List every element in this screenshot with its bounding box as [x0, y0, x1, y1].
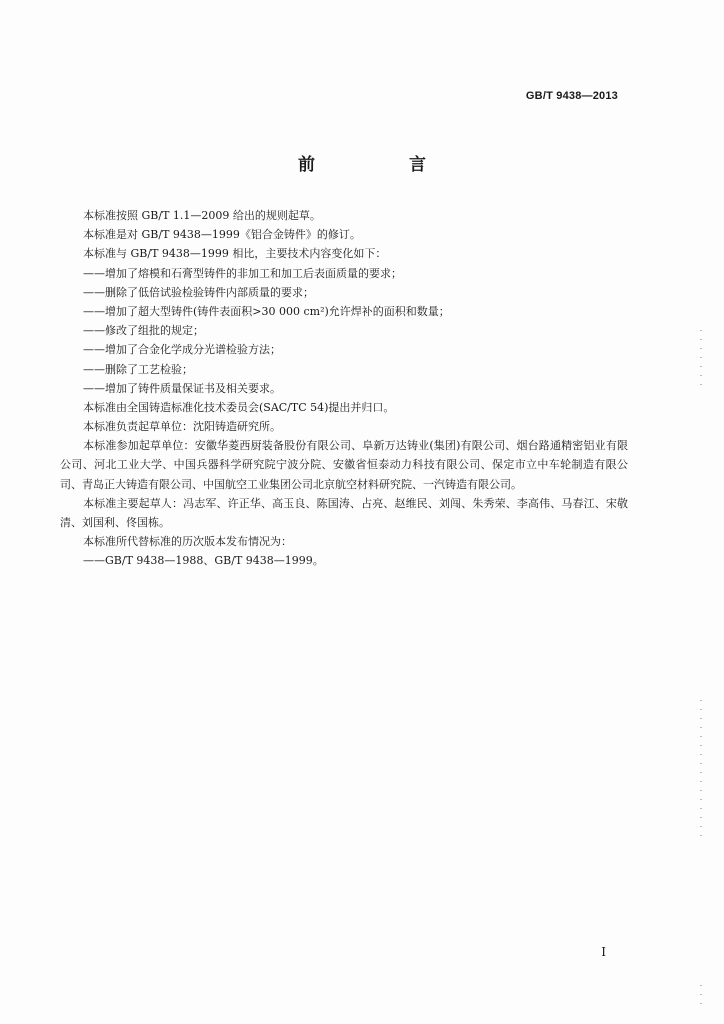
- change-item: ——增加了铸件质量保证书及相关要求。: [83, 381, 281, 395]
- text-line: 本标准由全国铸造标准化技术委员会(SAC/TC 54)提出并归口。: [83, 400, 395, 414]
- history-intro: 本标准所代替标准的历次版本发布情况为：: [83, 535, 292, 549]
- scan-margin-mark: [700, 330, 702, 390]
- text-line: 本标准按照 GB/T 1.1—2009 给出的规则起草。: [83, 209, 321, 222]
- text-line: 本标准是对 GB/T 9438—1999《铝合金铸件》的修订。: [83, 228, 361, 242]
- text-line: 本标准与 GB/T 9438—1999 相比，主要技术内容变化如下：: [83, 247, 387, 261]
- change-item: ——删除了低倍试验检验铸件内部质量的要求；: [83, 285, 314, 299]
- change-item: ——增加了超大型铸件(铸件表面积>30 000 cm²)允许焊补的面积和数量；: [83, 304, 450, 318]
- drafters-paragraph: 本标准主要起草人：冯志军、许正华、高玉良、陈国涛、占亮、赵维民、刘闯、朱秀荣、李高伟、马春江、宋敬清、刘国利、佟国栋。: [60, 496, 628, 530]
- history-item: ——GB/T 9438—1988、GB/T 9438—1999。: [83, 554, 324, 568]
- text-line: 本标准负责起草单位：沈阳铸造研究所。: [83, 420, 281, 434]
- change-item: ——删除了工艺检验；: [83, 362, 193, 376]
- change-item: ——增加了合金化学成分光谱检验方法；: [83, 343, 281, 357]
- scan-margin-mark: [700, 985, 702, 1010]
- change-item: ——增加了熔模和石膏型铸件的非加工和加工后表面质量的要求；: [83, 266, 402, 280]
- change-item: ——修改了组批的规定；: [83, 324, 204, 338]
- document-body: [60, 206, 628, 571]
- page-title: 前 言: [298, 155, 470, 175]
- participants-paragraph: 本标准参加起草单位：安徽华菱西厨装备股份有限公司、阜新万达铸业(集团)有限公司、烟台路通精密铝业有限公司、河北工业大学、中国兵器科学研究院宁波分院、安徽省恒泰动力科技有限公司、保定市立中车轮制造有限公司、青岛正大铸造有限公司、中国航空工业集团公司北京航空材料研究院、一汽铸造有限公司。: [60, 439, 628, 491]
- page-number: I: [601, 945, 606, 959]
- scan-margin-mark: [700, 700, 702, 840]
- standard-code: GB/T 9438—2013: [525, 90, 618, 102]
